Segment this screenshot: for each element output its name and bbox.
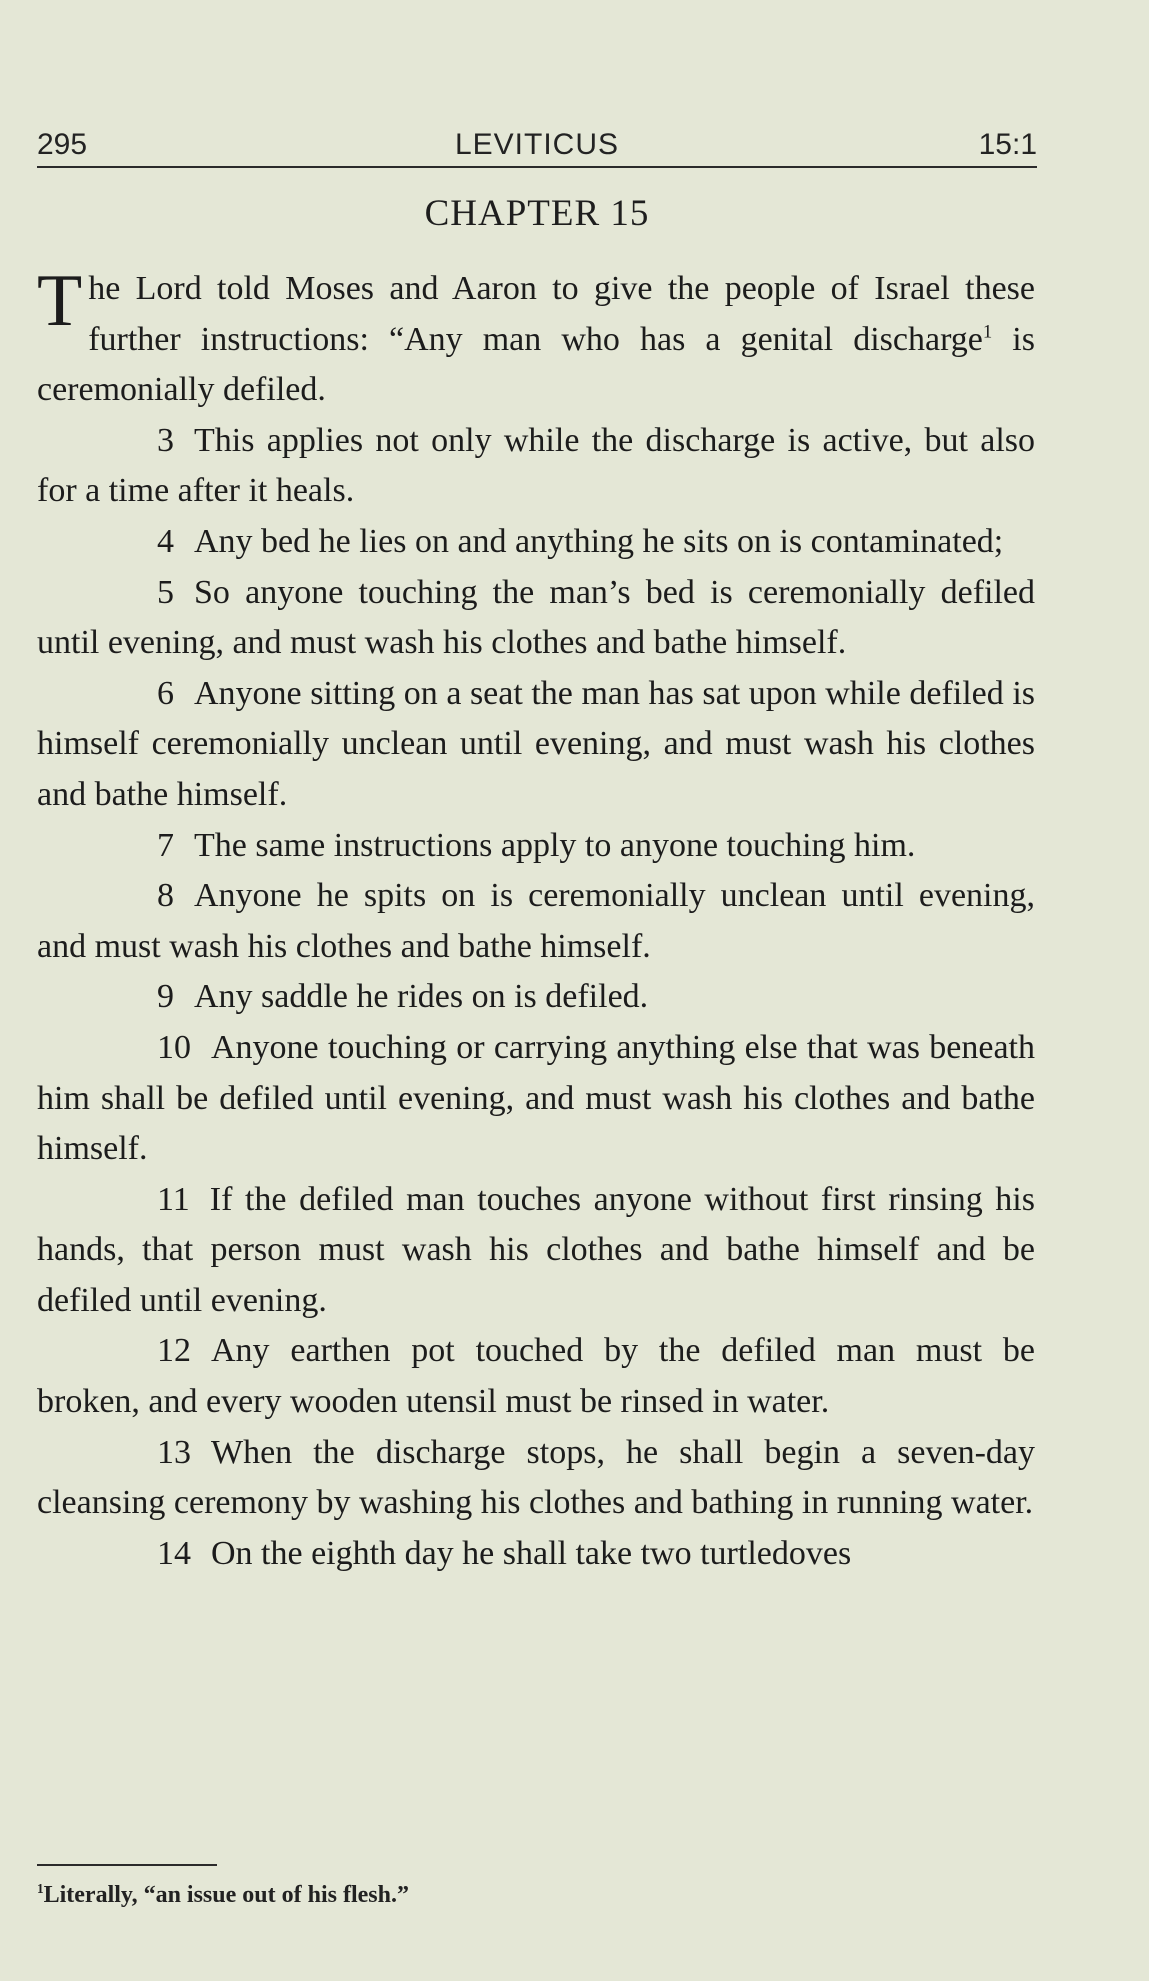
verse-number: 13	[157, 1433, 191, 1471]
verse-text: If the defiled man touches anyone without first rinsing his hands, that person must wash his clothes and bathe himself and be defiled until evening.	[37, 1180, 1035, 1319]
verse-number: 7	[157, 826, 174, 864]
verse	[37, 821, 1035, 872]
intro-text-end: is ceremonially defiled.	[37, 320, 1035, 409]
verse	[37, 517, 1035, 568]
verse-number: 5	[157, 573, 174, 611]
verse	[37, 1326, 1035, 1427]
footnote	[37, 1882, 1037, 1909]
intro-paragraph	[37, 260, 1035, 416]
verse	[37, 871, 1035, 972]
verse-number: 6	[157, 674, 174, 712]
verse	[37, 568, 1035, 669]
verse-number: 4	[157, 522, 174, 560]
verse-text: So anyone touching the man’s bed is ceremonially defiled until evening, and must wash his clothes and bathe himself.	[37, 573, 1035, 662]
verse-number: 9	[157, 978, 174, 1016]
page-number: 295	[37, 128, 88, 161]
verse-number: 10	[157, 1028, 191, 1066]
verse-number: 14	[157, 1534, 191, 1572]
chapter-verse-reference: 15:1	[978, 128, 1037, 161]
verse	[37, 1023, 1035, 1175]
verse-text: Any bed he lies on and anything he sits on is contaminated;	[194, 522, 1004, 560]
verse-number: 8	[157, 877, 174, 915]
verse-text: Anyone he spits on is ceremonially unclean until evening, and must wash his clothes and bathe himself.	[37, 877, 1035, 965]
footnote-marker: 1	[982, 321, 993, 343]
verse-text: The same instructions apply to anyone touching him.	[194, 826, 916, 864]
verse-number: 12	[157, 1332, 191, 1370]
verse-text: Any saddle he rides on is defiled.	[194, 978, 649, 1016]
verse	[37, 1428, 1035, 1529]
verse-number: 11	[157, 1180, 190, 1218]
verse-text: Anyone touching or carrying anything else that was beneath him shall be defiled until evening, and must wash his clothes and bathe himself.	[37, 1028, 1035, 1168]
intro-text: he Lord told Moses and Aaron to give the people of Israel these further instructions: “Any man who has a genital discharge	[88, 270, 1035, 358]
verse	[37, 1529, 1035, 1580]
verse-number: 3	[157, 421, 174, 459]
verse-text: Anyone sitting on a seat the man has sat upon while defiled is himself ceremonially unclean until evening, and must wash his clothes and bathe himself.	[37, 674, 1035, 813]
running-header	[37, 128, 1037, 168]
verse	[37, 416, 1035, 517]
body-text	[37, 260, 1035, 1579]
verse-text: On the eighth day he shall take two turtledoves	[211, 1534, 852, 1572]
verse	[37, 669, 1035, 821]
running-header-book: LEVITICUS	[454, 128, 620, 161]
footnote-rule	[37, 1864, 217, 1866]
drop-cap: T	[37, 260, 83, 342]
verse	[37, 1175, 1035, 1327]
verse-text: This applies not only while the discharge is active, but also for a time after it heals.	[37, 421, 1035, 510]
footnote-text: Literally, “an issue out of his flesh.”	[43, 1882, 409, 1908]
chapter-title: CHAPTER 15	[424, 193, 650, 234]
footnote-number: 1	[37, 1881, 44, 1896]
verse	[37, 972, 1035, 1023]
verse-text: Any earthen pot touched by the defiled man must be broken, and every wooden utensil must be rinsed in water.	[37, 1332, 1035, 1421]
header-rule	[37, 166, 1037, 168]
verse-text: When the discharge stops, he shall begin a seven-day cleansing ceremony by washing his clothes and bathing in running water.	[37, 1433, 1035, 1522]
